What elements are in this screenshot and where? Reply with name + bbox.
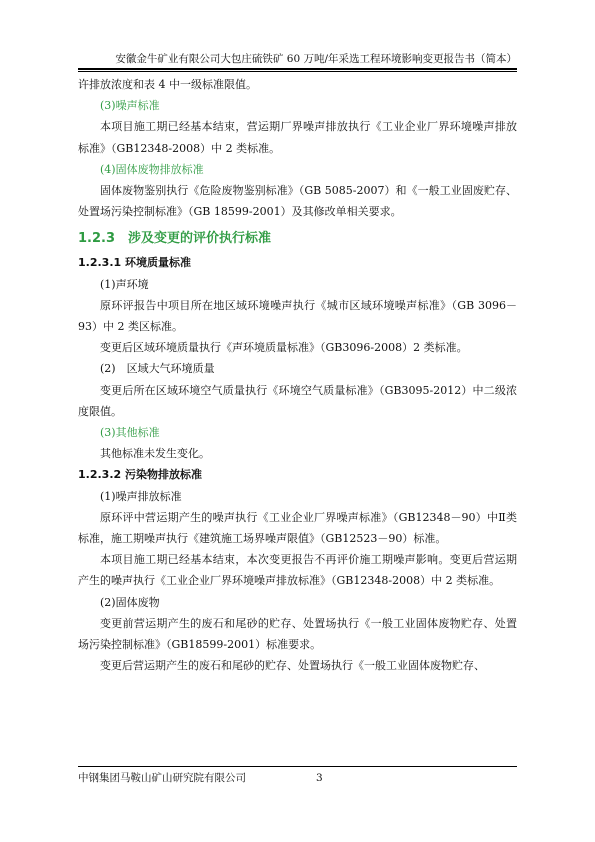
paragraph: 本项目施工期已经基本结束，本次变更报告不再评价施工期噪声影响。变更后营运期产生的噪声执行《工业企业厂界环境噪声排放标准》（GB12348-2008）中 2 类标准。 <box>78 553 517 588</box>
subsection-item-acoustic-environment: (1)声环境 <box>100 277 149 291</box>
paragraph: 变更后所在区域环境空气质量执行《环境空气质量标准》（GB3095-2012）中二级浓度限值。 <box>78 383 517 418</box>
section-heading-1-2-3: 1.2.3 涉及变更的评价执行标准 <box>78 231 272 247</box>
running-header: 安徽金牛矿业有限公司大包庄硫铁矿 60 万吨/年采选工程环境影响变更报告书（简本） <box>115 53 517 65</box>
paragraph: 变更后营运期产生的废石和尾砂的贮存、处置场执行《一般工业固体废物贮存、 <box>100 659 485 673</box>
subsection-item-solid-waste-standard: (4)固体废物排放标准 <box>100 162 204 176</box>
subsection-item-solid-waste: (2)固体废物 <box>100 595 160 609</box>
paragraph: 原环评中营运期产生的噪声执行《工业企业厂界噪声标准》（GB12348－90）中Ⅱ类标准，施工期噪声执行《建筑施工场界噪声限值》（GB12523－90）标准。 <box>78 510 517 546</box>
subsection-item-noise-standard: (3)噪声标准 <box>100 99 160 113</box>
document-body <box>78 74 517 676</box>
page-number: 3 <box>316 772 323 784</box>
subsection-item-noise-emission: (1)噪声排放标准 <box>100 489 182 503</box>
header-rule-thick <box>78 68 517 70</box>
footer-rule <box>78 766 517 767</box>
subsection-heading-1-2-3-1: 1.2.3.1 环境质量标准 <box>78 256 191 270</box>
paragraph: 固体废物鉴别执行《危险废物鉴别标准》（GB 5085-2007）和《一般工业固废贮存、处置场污染控制标准》（GB 18599-2001）及其修改单相关要求。 <box>78 184 517 219</box>
footer-organization: 中钢集团马鞍山矿山研究院有限公司 <box>78 772 246 784</box>
subsection-item-air-quality: (2) 区域大气环境质量 <box>100 362 215 376</box>
paragraph: 本项目施工期已经基本结束，营运期厂界噪声排放执行《工业企业厂界环境噪声排放标准》（GB12348-2008）中 2 类标准。 <box>78 120 517 155</box>
subsection-item-other-standards: (3)其他标准 <box>100 426 160 440</box>
paragraph: 变更前营运期产生的废石和尾砂的贮存、处置场执行《一般工业固体废物贮存、处置场污染控制标准》（GB18599-2001）标准要求。 <box>78 616 517 652</box>
subsection-heading-1-2-3-2: 1.2.3.2 污染物排放标准 <box>78 468 202 482</box>
paragraph: 变更后区域环境质量执行《声环境质量标准》（GB3096-2008）2 类标准。 <box>100 341 468 355</box>
paragraph: 其他标准未发生变化。 <box>100 447 210 461</box>
header-rule-thin <box>78 71 517 72</box>
paragraph: 许排放浓度和表 4 中一级标准限值。 <box>78 78 257 91</box>
paragraph: 原环评报告中项目所在地区域环境噪声执行《城市区域环境噪声标准》（GB 3096－93）中 2 类区标准。 <box>78 298 517 334</box>
